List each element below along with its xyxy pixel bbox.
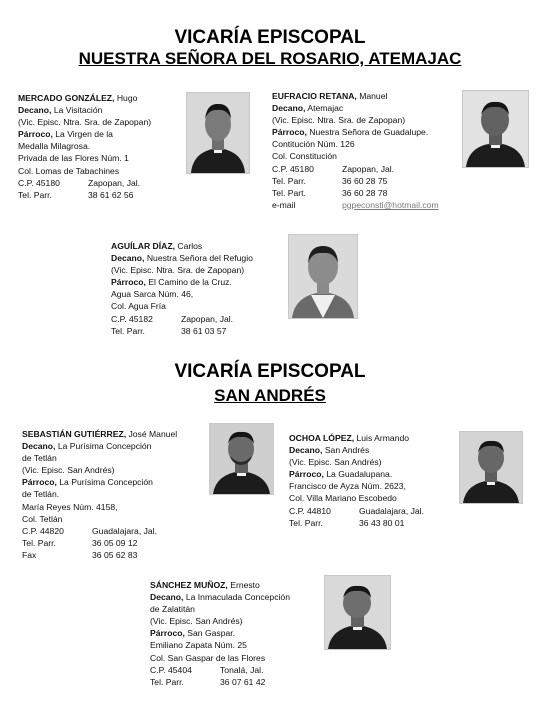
city: Guadalajara, Jal. bbox=[359, 505, 424, 516]
priest-entry-ochoa bbox=[289, 432, 424, 529]
vicaria-line: (Vic. Episc. San Andrés) bbox=[22, 465, 115, 476]
parroco-value-cont: Medalla Milagrosa. bbox=[18, 141, 91, 152]
postal-code: C.P. 45404 bbox=[150, 664, 192, 675]
parroco-value: Nuestra Señora de Guadalupe. bbox=[309, 127, 429, 138]
decano-value: Atemajac bbox=[307, 103, 344, 114]
phone-value: 38 61 62 56 bbox=[88, 189, 134, 200]
parroco-value: La Guadalupana. bbox=[326, 469, 393, 480]
priest-photo-ochoa bbox=[459, 431, 523, 504]
vicaria-line: (Vic. Episc. San Andrés) bbox=[150, 616, 243, 627]
decano-value: La Inmaculada Concepción bbox=[185, 592, 290, 603]
priest-surname: MERCADO GONZÁLEZ, bbox=[18, 93, 115, 103]
priest-name: Manuel bbox=[359, 91, 388, 101]
parroco-value: La Purísima Concepción bbox=[59, 477, 153, 488]
colonia-line: Col. Villa Mariano Escobedo bbox=[289, 493, 397, 504]
priest-entry-eufracio bbox=[272, 90, 439, 211]
address-line: Privada de las Flores Núm. 1 bbox=[18, 153, 129, 164]
colonia-line: Col. Agua Fría bbox=[111, 301, 166, 312]
city: Guadalajara, Jal. bbox=[92, 525, 157, 536]
address-line: Francisco de Ayza Núm. 2623, bbox=[289, 481, 406, 492]
decano-label: Decano, bbox=[22, 441, 56, 452]
decano-label: Decano, bbox=[18, 105, 52, 116]
section-subtitle-rosario: NUESTRA SEÑORA DEL ROSARIO, ATEMAJAC bbox=[78, 49, 462, 68]
priest-name: Hugo bbox=[116, 93, 138, 103]
colonia-line: Col. Tetlán bbox=[22, 513, 63, 524]
priest-entry-sebastian bbox=[22, 428, 177, 561]
phone-value: 38 61 03 57 bbox=[181, 325, 227, 336]
priest-name: Luis Armando bbox=[356, 433, 410, 443]
phone-value: 36 07 61 42 bbox=[220, 676, 266, 687]
priest-photo-aguilar bbox=[288, 234, 358, 319]
address-line: María Reyes Núm. 4158, bbox=[22, 501, 118, 512]
parroco-value: La Virgen de la bbox=[55, 129, 113, 140]
decano-value-cont: de Tetlán bbox=[22, 453, 57, 464]
phone-label: Tel. Parr. bbox=[150, 676, 184, 687]
decano-value: San Andrés bbox=[324, 445, 370, 456]
priest-name: Carlos bbox=[177, 241, 203, 251]
address-line: Agua Sarca Núm. 46, bbox=[111, 289, 194, 300]
priest-entry-sanchez bbox=[150, 579, 290, 688]
vicaria-line: (Vic. Episc. Ntra. Sra. de Zapopan) bbox=[18, 117, 152, 128]
phone-label: Tel. Parr. bbox=[22, 537, 56, 548]
phone-value: 36 05 09 12 bbox=[92, 537, 138, 548]
colonia-line: Col. San Gaspar de las Flores bbox=[150, 652, 266, 663]
priest-surname: AGUÍLAR DÍAZ, bbox=[111, 241, 175, 251]
postal-code: C.P. 45180 bbox=[18, 177, 60, 188]
fax-label: Fax bbox=[22, 549, 37, 560]
phone-label: Tel. Parr. bbox=[18, 189, 52, 200]
colonia-line: Col. Constitución bbox=[272, 151, 337, 162]
priest-photo-eufracio bbox=[462, 90, 529, 168]
vicaria-line: (Vic. Episc. San Andrés) bbox=[289, 457, 382, 468]
postal-code: C.P. 44820 bbox=[22, 525, 64, 536]
decano-label: Decano, bbox=[150, 592, 184, 603]
decano-label: Decano, bbox=[289, 445, 323, 456]
postal-code: C.P. 45182 bbox=[111, 313, 153, 324]
priest-name: Ernesto bbox=[230, 580, 260, 590]
parroco-label: Párroco, bbox=[111, 277, 146, 288]
priest-surname: SÁNCHEZ MUÑOZ, bbox=[150, 580, 228, 590]
priest-entry-aguilar bbox=[111, 240, 253, 337]
email-link[interactable]: pgpeconsti@hotmail.com bbox=[342, 199, 439, 210]
city: Zapopan, Jal. bbox=[181, 313, 234, 324]
phone-label: Tel. Parr. bbox=[289, 517, 323, 528]
parroco-value-cont: de Tetlán. bbox=[22, 489, 60, 500]
email-label: e-mail bbox=[272, 199, 296, 210]
address-line: Contitución Núm. 126 bbox=[272, 139, 355, 150]
phone-value: 36 60 28 75 bbox=[342, 175, 388, 186]
vicaria-line: (Vic. Episc. Ntra. Sra. de Zapopan) bbox=[272, 115, 406, 126]
parroco-value: El Camino de la Cruz. bbox=[148, 277, 232, 288]
city: Zapopan, Jal. bbox=[342, 163, 395, 174]
section-subtitle-san-andres: SAN ANDRÉS bbox=[214, 386, 326, 405]
priest-surname: OCHOA LÓPEZ, bbox=[289, 433, 355, 443]
phone-value: 36 43 80 01 bbox=[359, 517, 405, 528]
parroco-label: Párroco, bbox=[272, 127, 307, 138]
phone-label: Tel. Parr. bbox=[272, 175, 306, 186]
priest-photo-mercado bbox=[186, 92, 250, 174]
postal-code: C.P. 44810 bbox=[289, 505, 331, 516]
priest-photo-sanchez bbox=[324, 575, 391, 650]
fax-value: 36 05 62 83 bbox=[92, 549, 138, 560]
parroco-value: San Gaspar. bbox=[187, 628, 236, 639]
decano-value: La Purísima Concepción bbox=[57, 441, 152, 452]
decano-label: Decano, bbox=[272, 103, 306, 114]
parroco-label: Párroco, bbox=[22, 477, 57, 488]
priest-surname: EUFRACIO RETANA, bbox=[272, 91, 357, 101]
phone-label: Tel. Parr. bbox=[111, 325, 145, 336]
address-line: Emiliano Zapata Núm. 25 bbox=[150, 640, 247, 651]
postal-code: C.P. 45180 bbox=[272, 163, 314, 174]
parroco-label: Párroco, bbox=[18, 129, 53, 140]
city: Zapopan, Jal. bbox=[88, 177, 141, 188]
decano-value-cont: de Zalatitán bbox=[150, 604, 195, 615]
parroco-label: Párroco, bbox=[150, 628, 185, 639]
colonia-line: Col. Lomas de Tabachines bbox=[18, 165, 120, 176]
priest-photo-sebastian bbox=[209, 423, 274, 495]
vicaria-line: (Vic. Episc. Ntra. Sra. de Zapopan) bbox=[111, 265, 245, 276]
section-title-san-andres: VICARÍA EPISCOPAL bbox=[174, 361, 366, 382]
priest-entry-mercado bbox=[18, 92, 151, 201]
decano-value: Nuestra Señora del Refugio bbox=[146, 253, 253, 264]
parroco-label: Párroco, bbox=[289, 469, 324, 480]
priest-surname: SEBASTIÁN GUTIÉRREZ, bbox=[22, 429, 127, 439]
decano-value: La Visitación bbox=[53, 105, 103, 116]
private-phone-value: 36 60 28 78 bbox=[342, 187, 388, 198]
priest-name: José Manuel bbox=[128, 429, 178, 439]
section-title-rosario: VICARÍA EPISCOPAL bbox=[174, 27, 366, 48]
decano-label: Decano, bbox=[111, 253, 145, 264]
city: Tonalá, Jal. bbox=[220, 664, 264, 675]
private-phone-label: Tel. Part. bbox=[272, 187, 306, 198]
